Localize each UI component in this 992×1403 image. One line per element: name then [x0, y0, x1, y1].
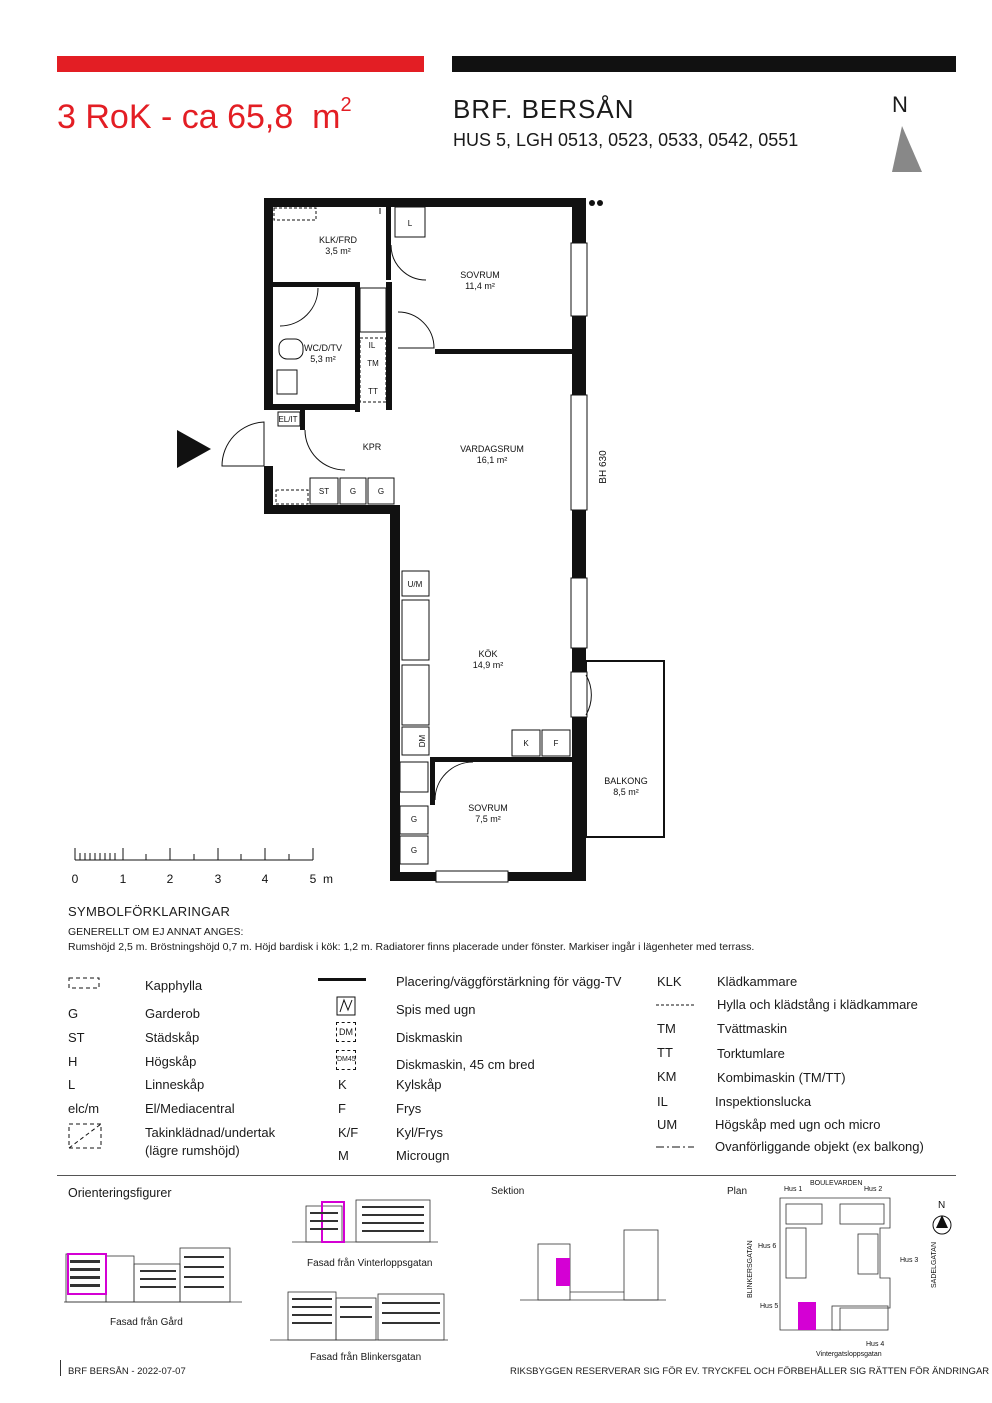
svg-text:Hus 2: Hus 2 — [864, 1186, 883, 1193]
apartment-title: 3 RoK - ca 65,8 $m^2$ — [57, 94, 352, 136]
tv-wall-icon — [318, 976, 368, 984]
wall — [355, 282, 360, 412]
site-plan-drawing — [740, 1178, 958, 1358]
svg-text:DM: DM — [418, 734, 427, 748]
wall — [435, 349, 572, 354]
svg-text:Hus 3: Hus 3 — [900, 1257, 919, 1264]
svg-text:IL: IL — [368, 341, 376, 350]
footer-date: BRF BERSÅN - 2022-07-07 — [68, 1366, 186, 1377]
footer-bar — [60, 1360, 61, 1376]
door — [391, 245, 426, 280]
window — [571, 243, 587, 316]
apartment-numbers: HUS 5, LGH 0513, 0523, 0533, 0542, 0551 — [453, 130, 799, 150]
wall — [273, 404, 360, 410]
section-drawing — [520, 1222, 668, 1312]
facade-gard-drawing — [64, 1242, 244, 1308]
footer-disclaimer: RIKSBYGGEN RESERVERAR SIG FÖR EV. TRYCKFEL OCH FÖRBEHÅLLER SIG RÄTTEN FÖR ÄNDRINGAR — [510, 1366, 990, 1377]
svg-text:TM: TM — [367, 359, 379, 368]
wall — [264, 505, 400, 514]
svg-text:ST: ST — [318, 487, 330, 496]
svg-text:Vintergatsloppsgatan: Vintergatsloppsgatan — [816, 1351, 882, 1358]
entrance-arrow-icon — [177, 430, 211, 468]
balcony-door — [571, 672, 587, 717]
window — [571, 395, 587, 510]
door — [280, 288, 318, 326]
svg-text:G: G — [410, 815, 418, 824]
svg-text:SADELGATAN: SADELGATAN — [931, 1241, 938, 1288]
room-name: BALKONG — [604, 776, 648, 786]
svg-text:BLINKERSGATAN: BLINKERSGATAN — [747, 1240, 754, 1298]
svg-text:Hus 1: Hus 1 — [784, 1186, 803, 1193]
facade-blinker-drawing — [270, 1284, 450, 1344]
svg-text:0: 0 — [71, 872, 79, 886]
svg-text:F: F — [553, 739, 559, 748]
wall — [430, 757, 435, 805]
svg-text:G: G — [377, 487, 385, 496]
door — [398, 312, 434, 348]
stove-icon — [336, 996, 358, 1018]
room-area: 8,5 m² — [613, 787, 639, 797]
wall — [430, 757, 572, 762]
facade-vinter-drawing — [292, 1196, 440, 1252]
svg-text:TT: TT — [368, 387, 378, 396]
svg-text:4: 4 — [261, 872, 269, 886]
coat-rack-icon — [68, 976, 102, 990]
room-name: KPR — [362, 442, 382, 452]
legend-note-title: GENERELLT OM EJ ANNAT ANGES: — [68, 926, 244, 938]
svg-text:1: 1 — [119, 872, 127, 886]
svg-text:N: N — [938, 1200, 946, 1211]
room-name: SOVRUM — [468, 803, 508, 813]
svg-text:2: 2 — [166, 872, 174, 886]
dishwasher-icon: DM — [336, 1022, 356, 1042]
room-name: KÖK — [478, 649, 498, 659]
entrance-door — [222, 422, 264, 466]
wall — [264, 198, 273, 410]
room-area: 14,9 m² — [472, 660, 504, 670]
svg-text:5: 5 — [309, 872, 317, 886]
project-name: BRF. BERSÅN — [453, 94, 635, 124]
room-area: 3,5 m² — [325, 246, 351, 256]
door — [435, 762, 473, 800]
svg-text:G: G — [410, 846, 418, 855]
orientation-heading: Orienteringsfigurer — [68, 1186, 172, 1200]
svg-text:3: 3 — [214, 872, 222, 886]
balcony-outline — [586, 661, 664, 837]
svg-text:m: m — [323, 872, 333, 886]
legend-note: Rumshöjd 2,5 m. Bröstningshöjd 0,7 m. Höjd bardisk i kök: 1,2 m. Radiatorer finns placerade under fönster. Markiser ingår i lägenheter med terrass. — [68, 941, 755, 953]
divider — [57, 1175, 956, 1176]
svg-text:Hus 5: Hus 5 — [760, 1303, 779, 1310]
svg-text:G: G — [349, 487, 357, 496]
room-name: SOVRUM — [460, 270, 500, 280]
svg-text:BH 630: BH 630 — [598, 450, 609, 484]
svg-text:Hus 4: Hus 4 — [866, 1341, 885, 1348]
room-name: KLK/FRD — [318, 235, 358, 245]
svg-text:L: L — [407, 219, 413, 228]
wall — [386, 282, 392, 410]
shelf-line-icon — [656, 1002, 696, 1008]
window — [436, 871, 508, 882]
svg-text:Hus 6: Hus 6 — [758, 1243, 777, 1250]
room-area: 5,3 m² — [310, 354, 336, 364]
room-area: 7,5 m² — [475, 814, 501, 824]
room-area: 11,4 m² — [465, 281, 495, 291]
wall — [390, 505, 400, 881]
legend-heading: SYMBOLFÖRKLARINGAR — [68, 904, 231, 919]
dishwasher-45-icon: DM45 — [336, 1050, 356, 1070]
svg-text:U/M: U/M — [407, 580, 423, 589]
svg-text:EL/IT: EL/IT — [278, 415, 298, 424]
svg-text:BOULEVARDEN: BOULEVARDEN — [810, 1180, 863, 1187]
room-name: VARDAGSRUM — [460, 444, 524, 454]
overhead-object-line-icon — [656, 1144, 696, 1150]
scale-bar — [60, 840, 360, 890]
lowered-ceiling-icon — [68, 1123, 104, 1151]
wall — [264, 198, 586, 207]
room-area: 16,1 m² — [476, 455, 508, 465]
wall — [300, 410, 305, 430]
wall — [386, 207, 391, 280]
svg-text:K: K — [523, 739, 529, 748]
window — [571, 578, 587, 648]
north-label: N — [892, 92, 908, 117]
room-name: WC/D/TV — [304, 343, 342, 353]
wall — [273, 282, 359, 287]
